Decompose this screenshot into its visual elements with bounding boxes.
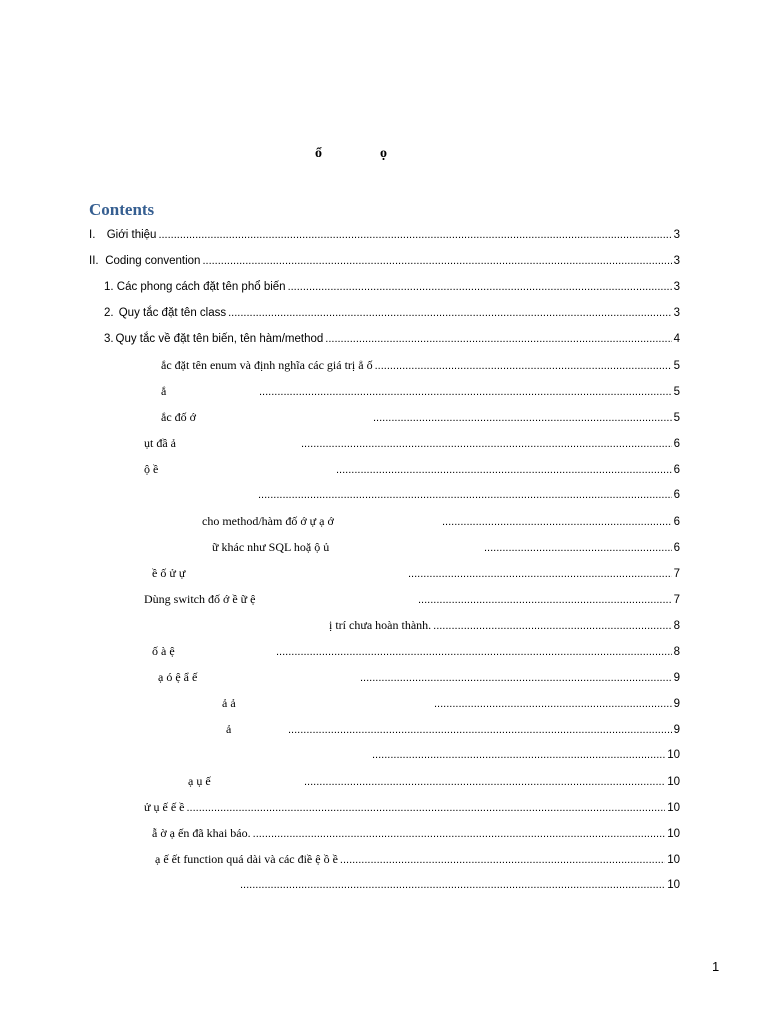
- toc-leader: [340, 851, 665, 869]
- toc-leader: [336, 461, 672, 479]
- toc-label: ố à ệ: [152, 644, 175, 658]
- toc-page: 5: [673, 412, 680, 424]
- toc-leader: [375, 357, 672, 375]
- toc-entry[interactable]: [202, 512, 680, 530]
- toc-leader: [186, 799, 665, 817]
- toc-page: 5: [673, 386, 680, 398]
- toc-leader: [408, 565, 672, 583]
- toc-leader: [325, 330, 671, 348]
- toc-label: Coding convention: [105, 255, 201, 267]
- toc-label: ụt đầ ả: [144, 436, 176, 450]
- toc-entry[interactable]: [222, 694, 680, 712]
- toc-leader: [288, 721, 672, 739]
- toc-label: ạ ụ ế: [188, 774, 211, 788]
- page-number: 1: [712, 959, 720, 974]
- toc-page: 6: [673, 489, 680, 501]
- toc-label: Giới thiệu: [106, 229, 157, 241]
- title-fragment-1: ổ: [315, 146, 322, 161]
- toc-page: 6: [673, 438, 680, 450]
- toc-number: 3.: [104, 333, 114, 345]
- toc-entry[interactable]: [256, 486, 680, 504]
- toc-label: ữ khác như SQL hoặ ộ ủ: [212, 540, 330, 554]
- toc-entry[interactable]: [238, 876, 680, 894]
- toc-entry[interactable]: [152, 642, 680, 660]
- toc-leader: [418, 591, 672, 609]
- toc-entry[interactable]: [329, 616, 680, 634]
- toc-entry[interactable]: [161, 382, 680, 400]
- toc-entry[interactable]: [370, 746, 680, 764]
- document-title: [0, 146, 768, 168]
- toc-label: ả ả: [222, 696, 236, 710]
- toc-label: Quy tắc về đặt tên biến, tên hàm/method: [115, 333, 324, 345]
- toc-label: cho method/hàm đố ớ ự ạ ớ: [202, 514, 334, 528]
- toc-leader: [253, 825, 666, 843]
- toc-page: 6: [673, 464, 680, 476]
- toc-leader: [373, 409, 672, 427]
- toc-leader: [434, 695, 672, 713]
- toc-entry[interactable]: [144, 434, 680, 452]
- toc-page: 8: [673, 646, 680, 658]
- toc-page: 10: [667, 879, 680, 891]
- toc-label: Các phong cách đặt tên phổ biến: [116, 281, 286, 293]
- toc-label: ẫ ờ ạ ến đã khai báo.: [152, 826, 251, 840]
- toc-page: 5: [673, 360, 680, 372]
- toc-entry[interactable]: [89, 226, 680, 244]
- toc-page: 7: [673, 568, 680, 580]
- toc-leader: [484, 539, 672, 557]
- toc-entry[interactable]: [104, 278, 680, 296]
- toc-page: 10: [667, 802, 680, 814]
- toc-entry[interactable]: [89, 252, 680, 270]
- toc-label: ả: [226, 722, 232, 736]
- toc-entry[interactable]: [212, 538, 680, 556]
- toc-leader: [360, 669, 672, 687]
- toc-leader: [372, 746, 665, 764]
- toc-label: Dùng switch đố ớ ề ữ ệ: [144, 592, 256, 606]
- toc-entry[interactable]: [144, 460, 680, 478]
- toc-leader: [228, 304, 671, 322]
- toc-page: 9: [673, 724, 680, 736]
- toc-page: 4: [673, 333, 680, 345]
- toc-page: 9: [673, 672, 680, 684]
- toc-entry[interactable]: [144, 798, 680, 816]
- toc-label: ộ ề: [144, 462, 159, 476]
- toc-leader: [433, 617, 671, 635]
- toc-number: II.: [89, 255, 99, 267]
- toc-number: I.: [89, 229, 96, 241]
- toc-entry[interactable]: [104, 304, 680, 322]
- toc-leader: [158, 226, 671, 244]
- toc-entry[interactable]: [152, 824, 680, 842]
- toc-entry[interactable]: [158, 668, 680, 686]
- toc-label: ề ố ử ự: [152, 566, 186, 580]
- toc-number: 1.: [104, 281, 114, 293]
- toc-leader: [202, 252, 671, 270]
- toc-entry[interactable]: [188, 772, 680, 790]
- toc-entry[interactable]: [161, 408, 680, 426]
- toc-label: ắc đố ớ: [161, 410, 196, 424]
- toc-page: 8: [673, 620, 680, 632]
- toc-page: 10: [667, 749, 680, 761]
- toc-leader: [240, 876, 665, 894]
- toc-page: 9: [673, 698, 680, 710]
- toc-label: ạ ế ết function quá dài và các điề ệ ồ ề: [155, 852, 338, 866]
- toc-leader: [304, 773, 665, 791]
- toc-leader: [442, 513, 672, 531]
- toc-page: 10: [667, 776, 680, 788]
- toc-leader: [288, 278, 672, 296]
- toc-page: 6: [673, 542, 680, 554]
- toc-leader: [276, 643, 672, 661]
- toc-number: 2.: [104, 307, 114, 319]
- toc-label: ắc đặt tên enum và định nghĩa các giá trị ẳ ố: [161, 358, 373, 372]
- toc-page: 6: [673, 516, 680, 528]
- toc-entry[interactable]: [155, 850, 680, 868]
- toc-entry[interactable]: [152, 564, 680, 582]
- toc-label: ắ: [161, 384, 167, 398]
- contents-heading: Contents: [89, 200, 155, 219]
- toc-page: 10: [667, 854, 680, 866]
- toc-page: 10: [667, 828, 680, 840]
- toc-entry[interactable]: [161, 356, 680, 374]
- toc-leader: [259, 383, 672, 401]
- toc-page: 3: [673, 255, 680, 267]
- toc-page: 7: [673, 594, 680, 606]
- toc-label: ử ụ ế ế ề: [144, 800, 185, 814]
- toc-page: 3: [673, 307, 680, 319]
- toc-label: ạ ó ệ ẩ ế: [158, 670, 198, 684]
- title-fragment-2: ọ: [380, 146, 387, 161]
- toc-entry[interactable]: [104, 330, 680, 348]
- toc-label: Quy tắc đặt tên class: [118, 307, 227, 319]
- toc-label: ị trí chưa hoàn thành.: [329, 618, 432, 632]
- toc-entry[interactable]: [226, 720, 680, 738]
- toc-leader: [258, 486, 672, 504]
- toc-leader: [301, 435, 672, 453]
- toc-page: 3: [673, 229, 680, 241]
- toc-entry[interactable]: [144, 590, 680, 608]
- toc-page: 3: [673, 281, 680, 293]
